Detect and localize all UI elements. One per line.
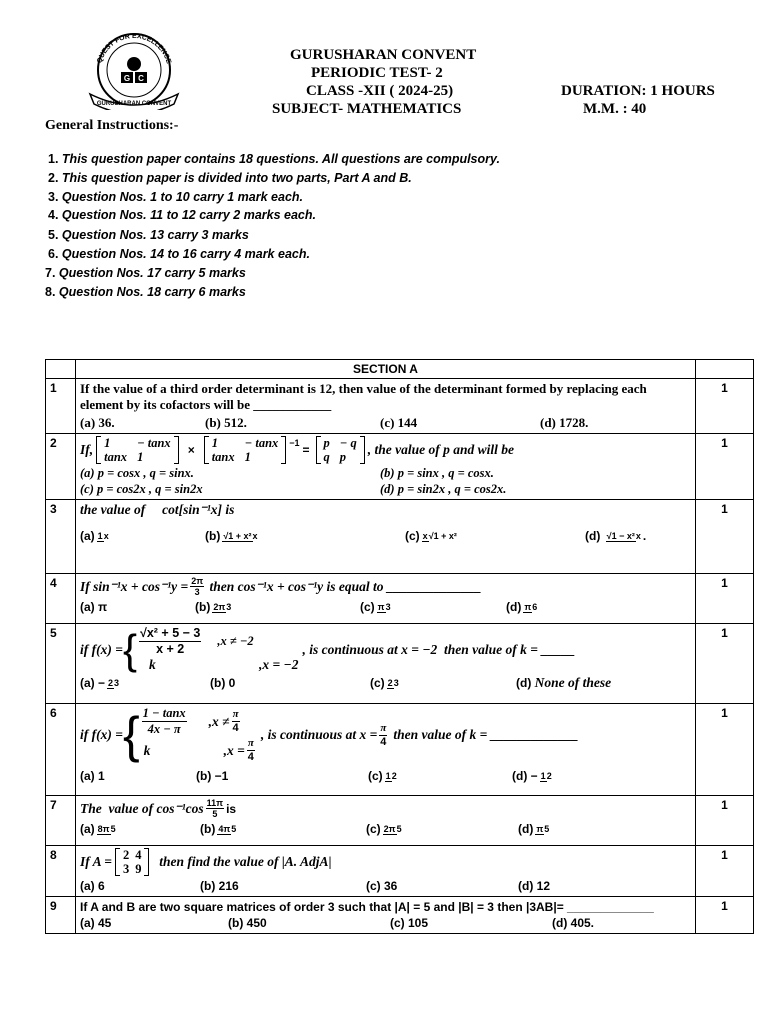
matrix: 1 − tanx tanx 1 <box>96 436 179 464</box>
option-a: (a) 8π5 <box>80 822 116 836</box>
option-b: (b) 512. <box>205 415 247 430</box>
option-c: (c) 36 <box>366 879 398 893</box>
option-c: (c) 2π5 <box>366 822 402 836</box>
marks: 1 <box>696 500 754 574</box>
question-text: if f(x) = { $\frac{1 - \tan x}{4x - \pi}$ ,x ≠ $\frac{\pi}{4}$ k ,x = $\frac{\pi}{4}$ , is continuous at x = $\frac{\pi}{4}$ then value of k = _____________ <box>80 706 579 763</box>
option-b: (b) 4π5 <box>200 822 237 836</box>
question-row <box>46 500 754 574</box>
option-a: (a) 36. <box>80 415 115 430</box>
question-text: If A and B are two square matrices of order 3 such that |A| = 5 and |B| = 3 then |3AB|= _____________ <box>80 900 654 914</box>
option-c: (c) 144 <box>380 415 418 430</box>
matrix: p − q q p <box>316 436 365 464</box>
question-number: 8 <box>46 846 76 897</box>
question-body <box>76 704 696 796</box>
q2-lead: If, <box>80 442 94 457</box>
option-b: (b) 0 <box>210 676 236 690</box>
question-row <box>46 897 754 934</box>
option-c: (c) 23 <box>370 676 399 690</box>
question-text: If A = 2 4 3 9 then find the value of |A. AdjA| <box>80 848 332 876</box>
option-c: (c) 12 <box>368 769 397 783</box>
marks: 1 <box>696 897 754 934</box>
question-number: 6 <box>46 704 76 796</box>
option-b: (b) √1 + x²x <box>205 529 258 543</box>
svg-text:C: C <box>138 74 144 83</box>
question-row <box>46 846 754 897</box>
logo-top-text: QUEST FOR EXCELLENCE <box>96 32 172 65</box>
option-b: (b) 216 <box>200 879 239 893</box>
subject-label: SUBJECT- MATHEMATICS <box>272 101 462 117</box>
option-d: (d) π5 <box>518 822 550 836</box>
test-name: PERIODIC TEST- 2 <box>311 65 443 81</box>
question-row <box>46 624 754 704</box>
question-row <box>46 796 754 846</box>
logo-bottom-text: GURUSHARAN CONVENT <box>96 101 172 107</box>
option-a: (a) π <box>80 600 108 614</box>
question-number: 1 <box>46 379 76 434</box>
option-c: (c) p = cos2x , q = sin2x <box>80 482 203 496</box>
option-d: (d) − 12 <box>512 769 552 783</box>
option-d: (d) √1 − x²x . <box>585 529 647 543</box>
option-c: (c) x√1 + x² <box>405 529 457 543</box>
question-body <box>76 574 696 624</box>
option-a: (a) p = cosx , q = sinx. <box>80 466 194 480</box>
option-b: (b) −1 <box>196 769 229 783</box>
q2-tail: , the value of p and will be <box>367 442 514 457</box>
option-b: (b) p = sinx , q = cosx. <box>380 466 494 480</box>
question-body <box>76 796 696 846</box>
option-d: (d) 12 <box>518 879 551 893</box>
instruction-item: 6. Question Nos. 14 to 16 carry 4 mark each. <box>48 247 310 261</box>
option-b: (b) 450 <box>228 916 267 930</box>
question-number: 2 <box>46 434 76 500</box>
question-text: if f(x) = { $\frac{\text{√x² + 5 − 3}}{x + 2}$ ,x ≠ −2 k ,x = −2 , is continuous at x = −2 then value of k = _____ <box>80 625 576 673</box>
option-c: (c) 105 <box>390 916 429 930</box>
marks: 1 <box>696 704 754 796</box>
instruction-item: 4. Question Nos. 11 to 12 carry 2 marks each. <box>48 208 316 222</box>
class-label: CLASS -XII ( 2024-25) <box>306 83 454 99</box>
marks: 1 <box>696 379 754 434</box>
matrix: 1 − tanx tanx 1 <box>204 436 287 464</box>
option-d: (d) 405. <box>552 916 595 930</box>
question-text: If the value of a third order determinant is 12, then value of the determinant formed by replacing each element by its cofactors will be ____________ <box>80 381 647 412</box>
options <box>80 915 691 931</box>
question-text: The value of cos⁻¹cos $\frac{11\pi}{5}$ is <box>80 798 237 819</box>
question-text: the value of cot[sin⁻¹x] is <box>80 502 235 517</box>
options <box>80 599 691 615</box>
instructions-title: General Instructions:- <box>45 118 179 133</box>
option-a: (a) 1 <box>80 769 105 783</box>
question-row <box>46 379 754 434</box>
option-c: (c) π3 <box>360 600 391 614</box>
question-body <box>76 500 696 574</box>
svg-text:G: G <box>123 74 131 83</box>
option-b: (b) 2π3 <box>195 600 232 614</box>
options <box>80 768 691 784</box>
question-number: 4 <box>46 574 76 624</box>
option-a: (a) − 23 <box>80 676 120 690</box>
options <box>80 675 691 691</box>
question-number: 9 <box>46 897 76 934</box>
question-body <box>76 624 696 704</box>
option-d: (d) p = sin2x , q = cos2x. <box>380 482 507 496</box>
marks: 1 <box>696 624 754 704</box>
option-a: (a) 1x <box>80 529 109 543</box>
options <box>80 465 691 481</box>
question-text: If sin⁻¹x + cos⁻¹y = $\frac{2\pi}{3}$ then cos⁻¹x + cos⁻¹y is equal to ______________ <box>80 576 482 597</box>
instruction-item: 1. This question paper contains 18 questions. All questions are compulsory. <box>48 152 500 166</box>
question-body <box>76 379 696 434</box>
instruction-item: 7. Question Nos. 17 carry 5 marks <box>45 266 246 280</box>
marks: 1 <box>696 574 754 624</box>
marks: 1 <box>696 796 754 846</box>
question-number: 5 <box>46 624 76 704</box>
options <box>80 821 691 837</box>
school-name: GURUSHARAN CONVENT <box>290 47 477 63</box>
question-row <box>46 704 754 796</box>
question-row <box>46 574 754 624</box>
question-number: 7 <box>46 796 76 846</box>
instruction-item: 8. Question Nos. 18 carry 6 marks <box>45 285 246 299</box>
question-number: 3 <box>46 500 76 574</box>
marks: 1 <box>696 846 754 897</box>
options <box>80 528 691 544</box>
options <box>80 415 691 431</box>
duration-label: DURATION: 1 HOURS <box>561 83 715 99</box>
question-body <box>76 846 696 897</box>
school-logo <box>86 24 182 110</box>
question-row <box>46 434 754 500</box>
options <box>80 878 691 894</box>
question-table <box>45 359 754 934</box>
option-d: (d) None of these <box>516 675 612 690</box>
section-header-row <box>46 360 754 379</box>
option-d: (d) π6 <box>506 600 538 614</box>
instruction-item: 2. This question paper is divided into two parts, Part A and B. <box>48 171 412 185</box>
question-body <box>76 897 696 934</box>
instruction-item: 5. Question Nos. 13 carry 3 marks <box>48 228 249 242</box>
instruction-item: 3. Question Nos. 1 to 10 carry 1 mark each. <box>48 190 303 204</box>
section-title: SECTION A <box>76 360 696 379</box>
option-a: (a) 6 <box>80 879 105 893</box>
marks: 1 <box>696 434 754 500</box>
option-a: (a) 45 <box>80 916 112 930</box>
options <box>80 481 691 497</box>
matrix: 2 4 3 9 <box>115 848 150 876</box>
max-marks-label: M.M. : 40 <box>583 101 647 117</box>
option-d: (d) 1728. <box>540 415 589 430</box>
question-body: If, 1 − tanx tanx 1 × 1 − tanx tanx 1 $^{-1}$ = p − q q p , the value of p and will be (a) p = cosx , q = sinx. (b) p = sinx , q = cosx. (c) p = cos2x , q = sin2x (d) p = sin2x , q = cos2x. <box>76 434 696 500</box>
